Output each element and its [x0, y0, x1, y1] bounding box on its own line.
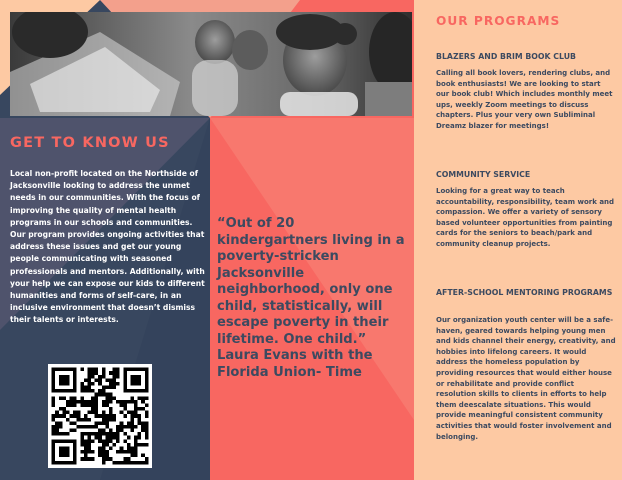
about-body: Local non-profit located on the Northside of Jacksonville looking to address the unmet needs in our communities. With the focus of improving the quality of mental health programs in our schools and communities. Our program provides ongoing activities that address these issues and get our young people communicating with seasoned professionals and mentors. Additionally, with your help we can expose our kids to different humanities and forms of self-care, in an inclusive environment that doesn’t dismiss their talents or interests. — [10, 169, 205, 325]
qr-code[interactable] — [48, 364, 152, 468]
children-reading-photo — [10, 12, 412, 116]
program-description-community-service: Looking for a great way to teach accountability, responsibility, team work and compassion. We offer a variety of sensory based volunteer opportunities from painting cards for the seniors to beach/park and community cleanup projects. — [436, 187, 615, 248]
quote-text: “Out of 20 kindergartners living in a poverty-stricken Jacksonville neighborhood, only one child, statistically, will escape poverty in their lifetime. One child.” Laura Evans with the Florida Union- Time — [217, 216, 405, 380]
program-description-mentoring: Our organization youth center will be a safe-haven, geared towards helping young men and kids channel their energy, creativity, and hobbies into lifelong careers. It would address the homeless population by providing resources that would either house or rehabilitate and provide conflict resolution skills to clients in efforts to help them deescalate situations. This would provide meaningful consistent community activities that would foster involvement and belonging. — [436, 316, 616, 441]
program-title-book-club: BLAZERS AND BRIM BOOK CLUB — [436, 52, 576, 61]
program-title-community-service: COMMUNITY SERVICE — [436, 170, 531, 179]
program-title-mentoring: AFTER-SCHOOL MENTORING PROGRAMS — [436, 288, 613, 297]
about-title: GET TO KNOW US — [10, 135, 170, 151]
programs-heading: OUR PROGRAMS — [436, 14, 561, 28]
program-description-book-club: Calling all book lovers, rendering clubs, and book enthusiasts! We are looking to start our book club! Which includes monthly meet ups, weekly Zoom meetings to discuss chapters. Plus your very own Subliminal Dreamz blazer for meetings! — [436, 69, 613, 130]
